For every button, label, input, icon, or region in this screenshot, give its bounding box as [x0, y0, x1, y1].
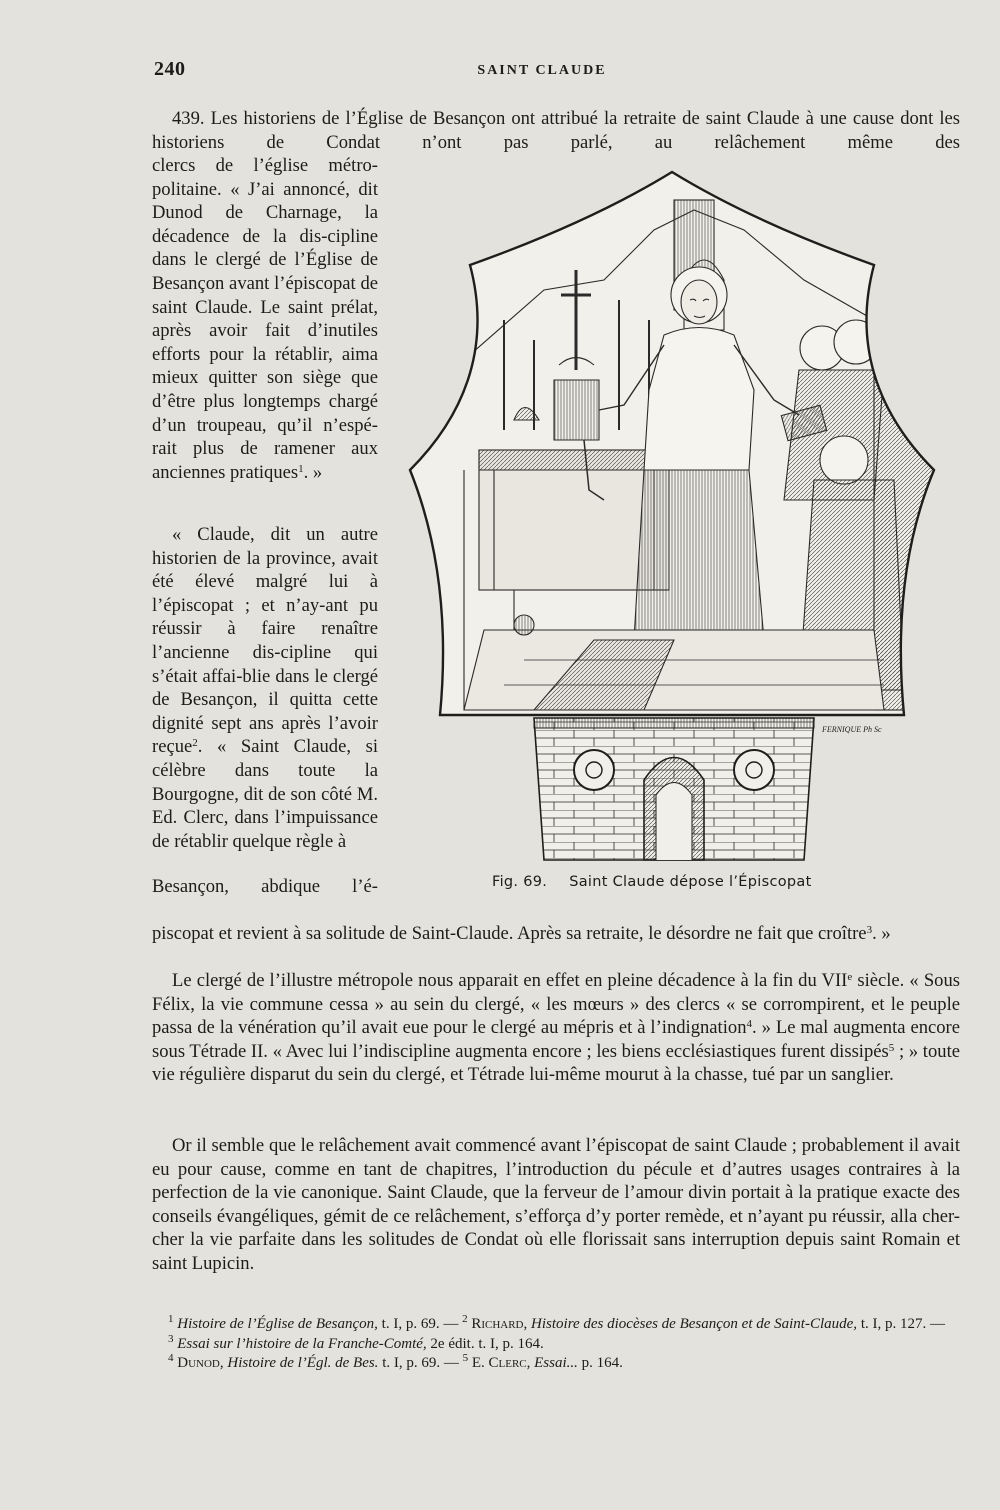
engraving-illustration	[404, 170, 940, 870]
paragraph-clergy	[152, 969, 960, 1087]
narrow-column-text-top	[152, 154, 378, 484]
text-run: clercs de l’église métro-politaine. « J’ai annoncé, dit Dunod de Charnage, la décadence de la dis-cipline dans le clergé de l’Église de Besançon avant l’épiscopat de saint Claude. Le saint prélat, après avoir fait d’inutiles efforts pour la rétablir, aima mieux quitter son siège que d’être plus longtemps chargé d’un troupeau, qu’il n’espé-rait plus de ramener aux anciennes pratiques	[152, 155, 378, 483]
running-title: SAINT CLAUDE	[477, 63, 607, 78]
text-run: siècle. « Sous Félix, la vie commune cessa » au sein du clergé, « les mœurs » des clercs « se corrompirent, et le peuple passa de la vénération qu’il avait eue pour le clergé au mépris et à l’indignation	[152, 970, 960, 1039]
footnote-mark: 5	[462, 1352, 469, 1365]
footnote-title: Histoire de l’Église de Besançon,	[177, 1316, 378, 1332]
figure-caption	[492, 874, 812, 890]
footnote-ref: 2	[192, 737, 198, 750]
paragraph-number: 439.	[172, 108, 205, 129]
figure-caption-text: Saint Claude dépose l’Épiscopat	[569, 874, 812, 890]
text-run: . » Le mal augmenta encore sous Tétrade II. « Avec lui l’indiscipline augmenta encore ; les biens ecclésiastiques furent dissipés	[152, 1017, 960, 1062]
text-run: Or il semble que le relâchement avait commencé avant l’épiscopat de saint Claude ; probablement il avait eu pour cause, comme en tant de chapitres, l’introduction du pécule et d’autres usages contraires à la perfection de la vie canonique. Saint Claude, que la ferveur de l’amour divin portait à la pratique exacte des conseils évangéliques, gémit de ce relâchement, s’efforça d’y porter remède, et n’ayant pu réussir, alla cher-cher la vie parfaite dans les solitudes de Condat où elle florissait sans interruption depuis saint Romain et saint Lupicin.	[152, 1135, 960, 1274]
footnote-ref: 1	[298, 462, 304, 475]
figure-number: Fig. 69.	[492, 874, 548, 890]
footnote-title: Histoire de l’Égl. de Bes.	[227, 1355, 379, 1372]
footnote-ref: 4	[746, 1018, 752, 1031]
paragraph-continuation	[152, 922, 960, 946]
text-run: piscopat et revient à sa solitude de Saint-Claude. Après sa retraite, le désordre ne fait que croître	[152, 923, 867, 944]
text-run: « Claude, dit un autre historien de la province, avait été élevé malgré lui à l’épiscopat ; et n’ay-ant pu réussir à faire renaître l’ancienne dis-cipline qui s’était affai-blie dans le clergé de Besançon, il quitta cette dignité sept ans après l’avoir reçue	[152, 524, 378, 758]
footnote-title: Histoire des diocèses de Besançon et de Saint-Claude,	[531, 1316, 858, 1332]
text-run: ; » toute vie régulière disparut du sein du clergé, et Tétrade lui-même mourut à la chasse, tué par un sanglier.	[152, 1040, 960, 1086]
paragraph-text: Les historiens de l’Église de Besançon ont attribué la retraite de saint Claude à une cause dont les historiens de Condat n’ont pas parlé, au relâchement même des	[152, 108, 960, 153]
text-run: . »	[303, 461, 323, 483]
footnote-title: Essai sur l’histoire de la Franche-Comté,	[177, 1335, 427, 1352]
footnote-mark: 2	[462, 1313, 468, 1325]
paragraph-relachement	[152, 1134, 960, 1276]
footnote-author: Dunod,	[177, 1355, 224, 1372]
narrow-column-text-bottom	[152, 875, 378, 899]
footnotes	[158, 1315, 948, 1374]
century-superscript: e	[847, 971, 853, 983]
footnote-mark: 1	[168, 1313, 174, 1325]
footnote-ref: 5	[888, 1041, 895, 1054]
text-run: . »	[872, 923, 891, 944]
footnote-ref-text: p. 164.	[577, 1355, 623, 1372]
footnote-title: Essai...	[534, 1355, 578, 1372]
narrow-column-text-mid	[152, 523, 378, 853]
text-run: . « Saint Claude, si célèbre dans toute la Bourgogne, dit de son côté M. Ed. Clerc, dans l’impuissance de rétablir quelque règle à	[152, 736, 378, 852]
engraver-signature: FERNIQUE Ph Sc	[822, 725, 882, 734]
footnote-ref-text: t. I, p. 127. —	[857, 1316, 945, 1332]
text-run: Le clergé de l’illustre métropole nous apparait en effet en pleine décadence à la fin du VII	[172, 970, 848, 991]
paragraph-439	[152, 107, 960, 154]
footnote-mark: 4	[168, 1352, 174, 1365]
text-run: Besançon, abdique l’é-	[152, 876, 378, 897]
page-number: 240	[154, 58, 186, 80]
footnote-ref-text: t. I, p. 69. —	[377, 1316, 463, 1332]
footnote-ref-text: t. I, p. 69. —	[378, 1355, 463, 1372]
footnote-mark: 3	[168, 1332, 174, 1345]
footnote-author: E. Clerc,	[471, 1355, 531, 1372]
footnote-author: Richard,	[471, 1316, 528, 1332]
footnote-ref: 3	[866, 924, 873, 936]
footnote-line-2	[158, 1354, 948, 1374]
footnote-line-1	[158, 1315, 948, 1354]
footnote-ref-text: 2e édit. t. I, p. 164.	[426, 1335, 544, 1352]
